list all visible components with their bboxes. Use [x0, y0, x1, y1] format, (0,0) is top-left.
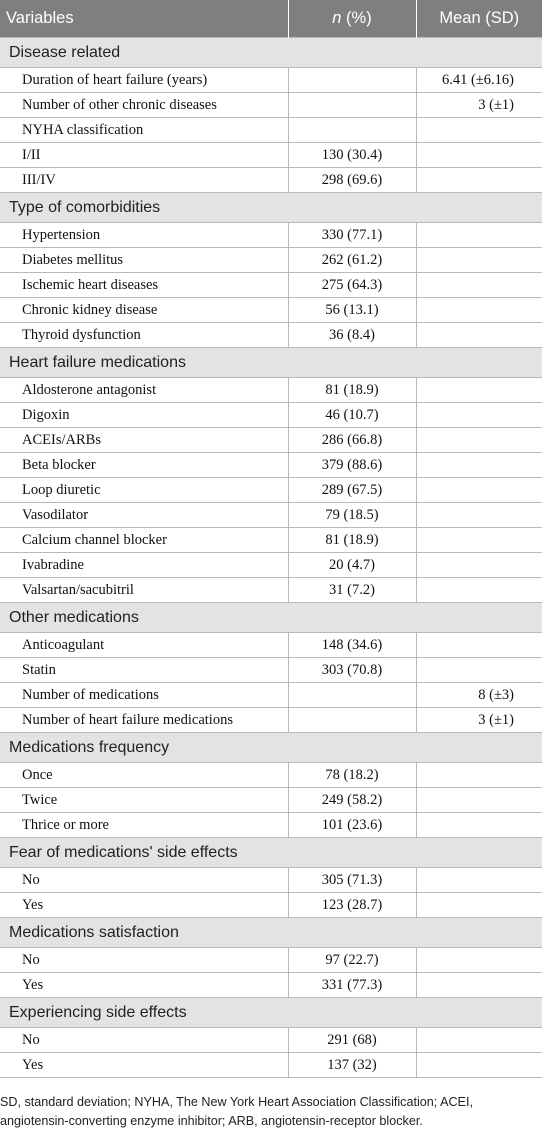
- row-mean-sd: [416, 633, 542, 658]
- section-title: Medications satisfaction: [0, 918, 542, 948]
- header-n-label: n: [332, 9, 342, 27]
- row-mean-sd: [416, 323, 542, 348]
- row-n-percent: 291 (68): [288, 1028, 416, 1053]
- table-row: [0, 503, 542, 528]
- table-row: [0, 528, 542, 553]
- row-mean-sd: [416, 403, 542, 428]
- row-label: Duration of heart failure (years): [0, 68, 288, 93]
- row-mean-sd: [416, 893, 542, 918]
- row-mean-sd: [416, 973, 542, 998]
- table-row: [0, 323, 542, 348]
- row-n-percent: 46 (10.7): [288, 403, 416, 428]
- section-title: Heart failure medications: [0, 348, 542, 378]
- table-row: [0, 68, 542, 93]
- section-row: [0, 918, 542, 948]
- row-mean-sd: [416, 478, 542, 503]
- row-mean-sd: [416, 428, 542, 453]
- row-label: No: [0, 868, 288, 893]
- row-label: Once: [0, 763, 288, 788]
- row-mean-sd: 8 (±3): [416, 683, 542, 708]
- row-n-percent: 305 (71.3): [288, 868, 416, 893]
- row-label: Yes: [0, 1053, 288, 1078]
- row-label: No: [0, 1028, 288, 1053]
- row-mean-sd: [416, 273, 542, 298]
- row-n-percent: 249 (58.2): [288, 788, 416, 813]
- table-row: [0, 298, 542, 323]
- row-label: Yes: [0, 973, 288, 998]
- row-mean-sd: [416, 298, 542, 323]
- row-n-percent: 81 (18.9): [288, 378, 416, 403]
- row-label: Vasodilator: [0, 503, 288, 528]
- row-n-percent: 101 (23.6): [288, 813, 416, 838]
- section-row: [0, 603, 542, 633]
- table-row: [0, 813, 542, 838]
- row-mean-sd: 6.41 (±6.16): [416, 68, 542, 93]
- row-n-percent: 298 (69.6): [288, 168, 416, 193]
- table-row: [0, 478, 542, 503]
- table-row: [0, 118, 542, 143]
- row-label: Ivabradine: [0, 553, 288, 578]
- table-row: [0, 788, 542, 813]
- table-row: [0, 948, 542, 973]
- row-mean-sd: [416, 1028, 542, 1053]
- header-variables: Variables: [0, 0, 288, 38]
- row-n-percent: 36 (8.4): [288, 323, 416, 348]
- row-n-percent: 97 (22.7): [288, 948, 416, 973]
- table-row: [0, 223, 542, 248]
- table-row: [0, 378, 542, 403]
- row-n-percent: 20 (4.7): [288, 553, 416, 578]
- table-row: [0, 633, 542, 658]
- section-row: [0, 193, 542, 223]
- row-label: Valsartan/sacubitril: [0, 578, 288, 603]
- row-mean-sd: 3 (±1): [416, 93, 542, 118]
- row-label: Aldosterone antagonist: [0, 378, 288, 403]
- table-row: [0, 708, 542, 733]
- table-row: [0, 868, 542, 893]
- row-mean-sd: [416, 1053, 542, 1078]
- row-n-percent: 289 (67.5): [288, 478, 416, 503]
- row-mean-sd: [416, 868, 542, 893]
- row-mean-sd: [416, 453, 542, 478]
- section-row: [0, 38, 542, 68]
- table-row: [0, 273, 542, 298]
- row-mean-sd: [416, 788, 542, 813]
- table-body: [0, 38, 542, 1078]
- table-row: [0, 1028, 542, 1053]
- table-row: [0, 143, 542, 168]
- row-label: Number of medications: [0, 683, 288, 708]
- row-label: Anticoagulant: [0, 633, 288, 658]
- table-row: [0, 428, 542, 453]
- row-label: Yes: [0, 893, 288, 918]
- row-label: Calcium channel blocker: [0, 528, 288, 553]
- table-footnote: SD, standard deviation; NYHA, The New York Heart Association Classification; ACEI, angiotensin-converting enzyme inhibitor; ARB, angiotensin-receptor blocker.: [0, 1095, 473, 1128]
- table-row: [0, 403, 542, 428]
- table-row: [0, 453, 542, 478]
- row-mean-sd: [416, 143, 542, 168]
- table-row: [0, 763, 542, 788]
- row-mean-sd: [416, 553, 542, 578]
- row-n-percent: 330 (77.1): [288, 223, 416, 248]
- row-mean-sd: [416, 378, 542, 403]
- section-row: [0, 348, 542, 378]
- row-label: Beta blocker: [0, 453, 288, 478]
- row-label: ACEIs/ARBs: [0, 428, 288, 453]
- table-header-row: [0, 0, 542, 38]
- row-n-percent: 303 (70.8): [288, 658, 416, 683]
- row-n-percent: [288, 683, 416, 708]
- table-row: [0, 658, 542, 683]
- row-label: Number of other chronic diseases: [0, 93, 288, 118]
- row-mean-sd: [416, 223, 542, 248]
- row-mean-sd: [416, 578, 542, 603]
- header-n-percent: [288, 0, 416, 38]
- header-mean-sd: Mean (SD): [416, 0, 542, 38]
- row-n-percent: 56 (13.1): [288, 298, 416, 323]
- section-title: Medications frequency: [0, 733, 542, 763]
- row-mean-sd: [416, 658, 542, 683]
- row-mean-sd: [416, 813, 542, 838]
- row-n-percent: 379 (88.6): [288, 453, 416, 478]
- row-label: Thrice or more: [0, 813, 288, 838]
- table-row: [0, 973, 542, 998]
- row-label: No: [0, 948, 288, 973]
- row-n-percent: 275 (64.3): [288, 273, 416, 298]
- row-mean-sd: [416, 118, 542, 143]
- section-title: Other medications: [0, 603, 542, 633]
- row-label: Number of heart failure medications: [0, 708, 288, 733]
- row-label: Loop diuretic: [0, 478, 288, 503]
- section-row: [0, 838, 542, 868]
- header-pct-label: (%): [341, 9, 372, 27]
- table-row: [0, 893, 542, 918]
- table-row: [0, 683, 542, 708]
- row-n-percent: 79 (18.5): [288, 503, 416, 528]
- row-label: III/IV: [0, 168, 288, 193]
- row-label: I/II: [0, 143, 288, 168]
- row-n-percent: [288, 118, 416, 143]
- row-n-percent: 148 (34.6): [288, 633, 416, 658]
- row-n-percent: [288, 93, 416, 118]
- table-row: [0, 578, 542, 603]
- row-n-percent: 137 (32): [288, 1053, 416, 1078]
- row-label: Hypertension: [0, 223, 288, 248]
- row-n-percent: 81 (18.9): [288, 528, 416, 553]
- section-title: Disease related: [0, 38, 542, 68]
- section-title: Experiencing side effects: [0, 998, 542, 1028]
- row-n-percent: 123 (28.7): [288, 893, 416, 918]
- row-mean-sd: [416, 503, 542, 528]
- row-label: Statin: [0, 658, 288, 683]
- row-n-percent: [288, 708, 416, 733]
- row-n-percent: [288, 68, 416, 93]
- section-row: [0, 733, 542, 763]
- table-row: [0, 553, 542, 578]
- row-n-percent: 130 (30.4): [288, 143, 416, 168]
- row-mean-sd: [416, 948, 542, 973]
- row-mean-sd: [416, 168, 542, 193]
- row-n-percent: 78 (18.2): [288, 763, 416, 788]
- table-row: [0, 93, 542, 118]
- table-row: [0, 168, 542, 193]
- row-n-percent: 31 (7.2): [288, 578, 416, 603]
- row-label: Chronic kidney disease: [0, 298, 288, 323]
- section-title: Fear of medications' side effects: [0, 838, 542, 868]
- row-mean-sd: 3 (±1): [416, 708, 542, 733]
- row-n-percent: 262 (61.2): [288, 248, 416, 273]
- row-label: Diabetes mellitus: [0, 248, 288, 273]
- row-mean-sd: [416, 528, 542, 553]
- row-mean-sd: [416, 763, 542, 788]
- row-n-percent: 331 (77.3): [288, 973, 416, 998]
- table-row: [0, 1053, 542, 1078]
- row-mean-sd: [416, 248, 542, 273]
- section-row: [0, 998, 542, 1028]
- row-label: Digoxin: [0, 403, 288, 428]
- section-title: Type of comorbidities: [0, 193, 542, 223]
- row-label: Thyroid dysfunction: [0, 323, 288, 348]
- table-row: [0, 248, 542, 273]
- row-label: Ischemic heart diseases: [0, 273, 288, 298]
- row-n-percent: 286 (66.8): [288, 428, 416, 453]
- row-label: Twice: [0, 788, 288, 813]
- row-label: NYHA classification: [0, 118, 288, 143]
